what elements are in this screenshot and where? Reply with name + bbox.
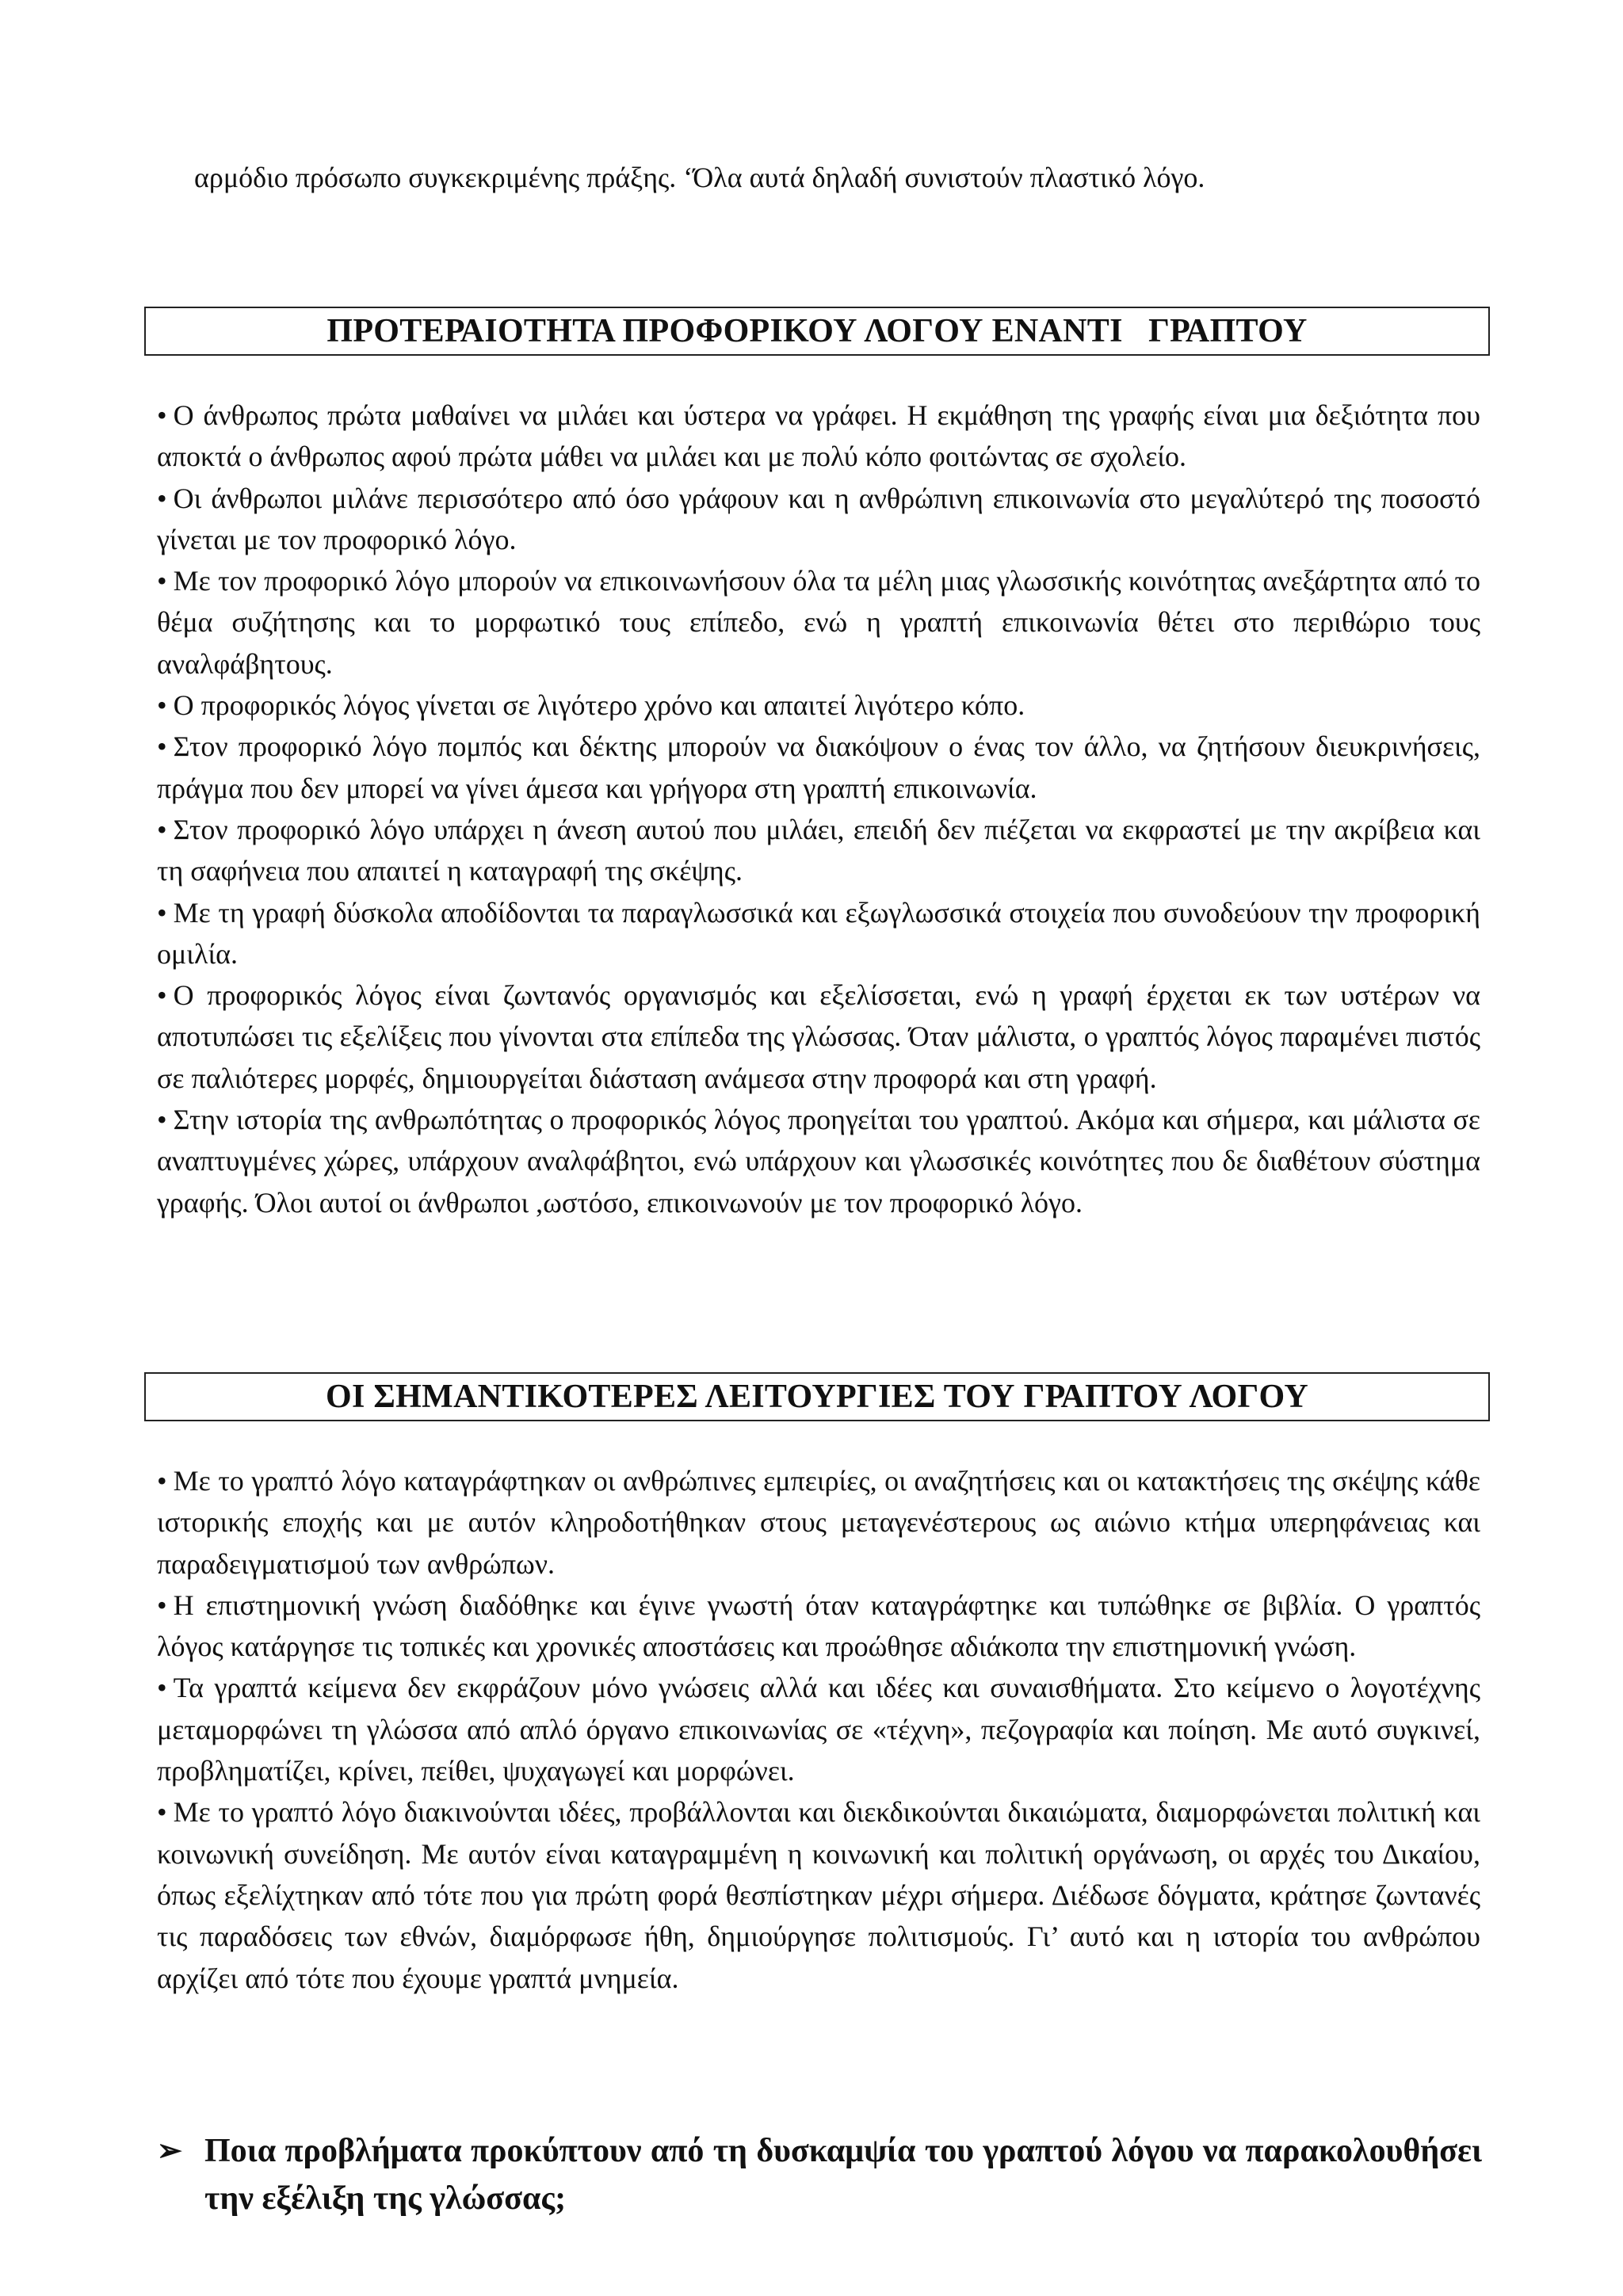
bullet-icon: • — [157, 399, 167, 431]
bullet-icon: • — [157, 813, 167, 845]
bullet-item: • Με το γραπτό λόγο καταγράφτηκαν οι ανθρώπινες εμπειρίες, οι αναζητήσεις και οι κατακτήσεις της σκέψης κάθε ιστορικής εποχής και με αυτόν κληροδοτήθηκαν στους μεταγενέστερους ως αιώνιο κτήμα υπερηφάνειας και παραδειγματισμού των ανθρώπων. — [157, 1465, 1480, 1580]
bullet-icon: • — [157, 1104, 167, 1136]
bullet-icon: • — [157, 1672, 167, 1704]
bullet-item: • Η επιστημονική γνώση διαδόθηκε και έγινε γνωστή όταν καταγράφτηκε και τυπώθηκε σε βιβλία. Ο γραπτός λόγος κατάργησε τις τοπικές και χρονικές αποστάσεις και προώθησε αδιάκοπα την επιστημονική γνώση. — [157, 1589, 1480, 1663]
section-title-written-functions: ΟΙ ΣΗΜΑΝΤΙΚΟΤΕΡΕΣ ΛΕΙΤΟΥΡΓΙΕΣ ΤΟΥ ΓΡΑΠΤΟΥ ΛΟΓΟΥ — [325, 1379, 1309, 1415]
bullet-item: • Με τον προφορικό λόγο μπορούν να επικοινωνήσουν όλα τα μέλη μιας γλωσσικής κοινότητας ανεξάρτητα από το θέμα συζήτησης και το μορφωτικό τους επίπεδο, ενώ η γραπτή επικοινωνία θέτει στο περιθώριο τους αναλφάβητους. — [157, 565, 1480, 680]
bullet-item: • Ο προφορικός λόγος είναι ζωντανός οργανισμός και εξελίσσεται, ενώ η γραφή έρχεται εκ των υστέρων να αποτυπώσει τις εξελίξεις που γίνονται στα επίπεδα της γλώσσας. Όταν μάλιστα, ο γραπτός λόγος παραμένει πιστός σε παλιότερες μορφές, δημιουργείται διάσταση ανάμεσα στην προφορά και στη γραφή. — [157, 979, 1480, 1094]
bullet-icon: • — [157, 979, 167, 1012]
intro-paragraph: αρμόδιο πρόσωπο συγκεκριμένης πράξης. ‘Όλα αυτά δηλαδή συνιστούν πλαστικό λόγο. — [194, 162, 1205, 193]
bullet-item: • Ο προφορικός λόγος γίνεται σε λιγότερο χρόνο και απαιτεί λιγότερο κόπο. — [157, 689, 1025, 722]
question-text: Ποια προβλήματα προκύπτουν από τη δυσκαμψία του γραπτού λόγου να παρακολουθήσει την εξέλιξη της γλώσσας; — [204, 2133, 1482, 2217]
section-heading-box-oral-priority — [144, 307, 1490, 356]
bullet-icon: • — [157, 1796, 167, 1829]
bullet-icon: • — [157, 482, 167, 514]
bullet-icon: • — [157, 896, 167, 929]
bullet-list-oral-priority — [157, 395, 1480, 1223]
question-heading — [157, 2127, 1482, 2222]
bullet-icon: • — [157, 565, 167, 597]
bullet-item: • Με το γραπτό λόγο διακινούνται ιδέες, προβάλλονται και διεκδικούνται δικαιώματα, διαμορφώνεται πολιτική και κοινωνική συνείδηση. Με αυτόν είναι καταγραμμένη η κοινωνική και πολιτική οργάνωση, οι αρχές του Δικαίου, όπως εξελίχτηκαν από τότε που για πρώτη φορά θεσπίστηκαν μέχρι σήμερα. Διέδωσε δόγματα, κράτησε ζωντανές τις παραδόσεις των εθνών, διαμόρφωσε ήθη, δημιούργησε πολιτισμούς. Γι’ αυτό και η ιστορία του ανθρώπου αρχίζει από τότε που έχουμε γραπτά μνημεία. — [157, 1796, 1480, 1994]
bullet-item: • Με τη γραφή δύσκολα αποδίδονται τα παραγλωσσικά και εξωγλωσσικά στοιχεία που συνοδεύουν την προφορική ομιλία. — [157, 896, 1480, 970]
bullet-item: • Τα γραπτά κείμενα δεν εκφράζουν μόνο γνώσεις αλλά και ιδέες και συναισθήματα. Στο κείμενο ο λογοτέχνης μεταμορφώνει τη γλώσσα από απλό όργανο επικοινωνίας σε «τέχνη», πεζογραφία και ποίηση. Με αυτό συγκινεί, προβληματίζει, κρίνει, πείθει, ψυχαγωγεί και μορφώνει. — [157, 1672, 1480, 1787]
arrow-bullet-icon: ➢ — [157, 2134, 182, 2168]
bullet-icon: • — [157, 689, 167, 722]
bullet-list-written-functions — [157, 1460, 1480, 1999]
bullet-item: • Στην ιστορία της ανθρωπότητας ο προφορικός λόγος προηγείται του γραπτού. Ακόμα και σήμερα, και μάλιστα σε αναπτυγμένες χώρες, υπάρχουν αναλφάβητοι, ενώ υπάρχουν και γλωσσικές κοινότητες που δε διαθέτουν σύστημα γραφής. Όλοι αυτοί οι άνθρωποι ,ωστόσο, επικοινωνούν με τον προφορικό λόγο. — [157, 1104, 1480, 1219]
bullet-item: • Στον προφορικό λόγο υπάρχει η άνεση αυτού που μιλάει, επειδή δεν πιέζεται να εκφραστεί με την ακρίβεια και τη σαφήνεια που απαιτεί η καταγραφή της σκέψης. — [157, 813, 1480, 887]
bullet-item: • Ο άνθρωπος πρώτα μαθαίνει να μιλάει και ύστερα να γράφει. Η εκμάθηση της γραφής είναι μια δεξιότητα που αποκτά ο άνθρωπος αφού πρώτα μάθει να μιλάει και με πολύ κόπο φοιτώντας σε σχολείο. — [157, 399, 1480, 473]
section-title-oral-priority: ΠΡΟΤΕΡΑΙΟΤΗΤΑ ΠΡΟΦΟΡΙΚΟΥ ΛΟΓΟΥ ΕΝΑΝΤΙ ΓΡΑΠΤΟΥ — [327, 313, 1308, 349]
bullet-icon: • — [157, 730, 167, 763]
section-heading-box-written-functions — [144, 1372, 1490, 1421]
bullet-icon: • — [157, 1589, 167, 1621]
bullet-item: • Οι άνθρωποι μιλάνε περισσότερο από όσο γράφουν και η ανθρώπινη επικοινωνία στο μεγαλύτερό της ποσοστό γίνεται με τον προφορικό λόγο. — [157, 482, 1480, 555]
bullet-icon: • — [157, 1465, 167, 1497]
bullet-item: • Στον προφορικό λόγο πομπός και δέκτης μπορούν να διακόψουν ο ένας τον άλλο, να ζητήσουν διευκρινήσεις, πράγμα που δεν μπορεί να γίνει άμεσα και γρήγορα στη γραπτή επικοινωνία. — [157, 730, 1480, 804]
